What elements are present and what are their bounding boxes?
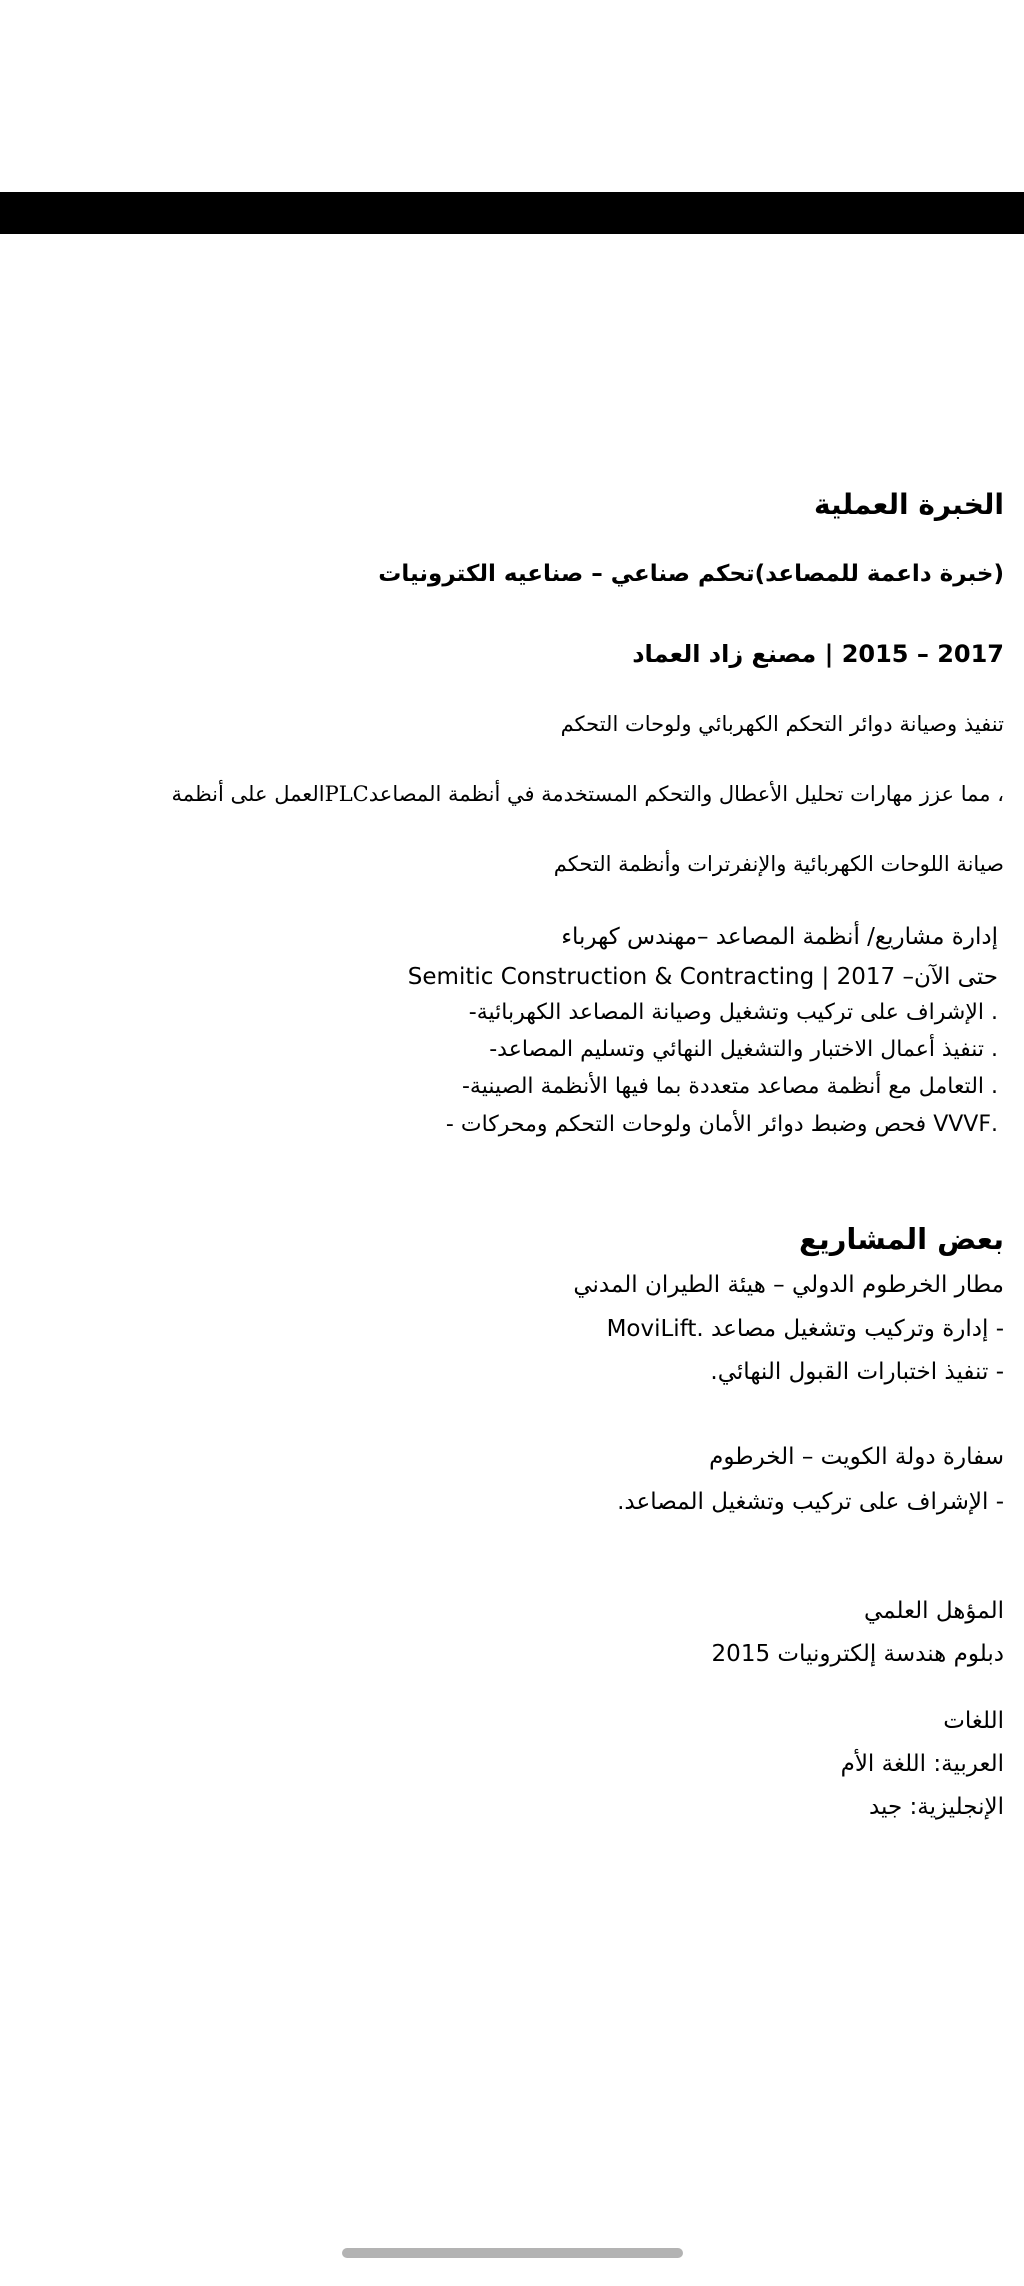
language-item: العربية: اللغة الأم (840, 1751, 1004, 1777)
project2-name: سفارة دولة الكويت – الخرطوم (709, 1444, 1004, 1470)
project1-name: مطار الخرطوم الدولي – هيئة الطيران المدني (573, 1272, 1004, 1298)
projects-heading: بعض المشاريع (799, 1222, 1004, 1256)
project2-item: - الإشراف على تركيب وتشغيل المصاعد. (617, 1489, 1004, 1515)
job2-duty: . تنفيذ أعمال الاختبار والتشغيل النهائي وتسليم المصاعد- (489, 1037, 998, 1062)
education-degree: دبلوم هندسة إلكترونيات 2015 (711, 1641, 1004, 1667)
languages-heading: اللغات (943, 1708, 1004, 1734)
experience-field: (خبرة داعمة للمصاعد)تحكم صناعي – صناعيه الكترونيات (378, 561, 1004, 587)
job1-title: 2017 – 2015 | مصنع زاد العماد (632, 640, 1004, 668)
project1-item: - تنفيذ اختبارات القبول النهائي. (710, 1359, 1004, 1385)
home-indicator[interactable] (342, 2248, 683, 2258)
job2-company: حتى الآن– 2017 | Semitic Construction & Contracting (407, 964, 998, 990)
job1-line: ، مما عزز مهارات تحليل الأعطال والتحكم المستخدمة في أنظمة المصاعدPLCالعمل على أنظمة (171, 782, 1004, 806)
job2-duty: .VVVF فحص وضبط دوائر الأمان ولوحات التحكم ومحركات - (445, 1112, 998, 1137)
job2-duty: . التعامل مع أنظمة مصاعد متعددة بما فيها الأنظمة الصينية- (461, 1074, 998, 1099)
job1-line: صيانة اللوحات الكهربائية والإنفرترات وأنظمة التحكم (553, 852, 1004, 876)
job1-line: تنفيذ وصيانة دوائر التحكم الكهربائي ولوحات التحكم (560, 712, 1004, 736)
project1-item: - إدارة وتركيب وتشغيل مصاعد .MoviLift (606, 1316, 1004, 1342)
job2-duty: . الإشراف على تركيب وتشغيل وصيانة المصاعد الكهربائية- (468, 1000, 998, 1025)
experience-heading: الخبرة العملية (814, 488, 1004, 521)
education-heading: المؤهل العلمي (863, 1598, 1004, 1624)
language-item: الإنجليزية: جيد (868, 1794, 1004, 1820)
header-bar (0, 192, 1024, 234)
job2-title: إدارة مشاريع/ أنظمة المصاعد –مهندس كهرباء (561, 924, 998, 950)
